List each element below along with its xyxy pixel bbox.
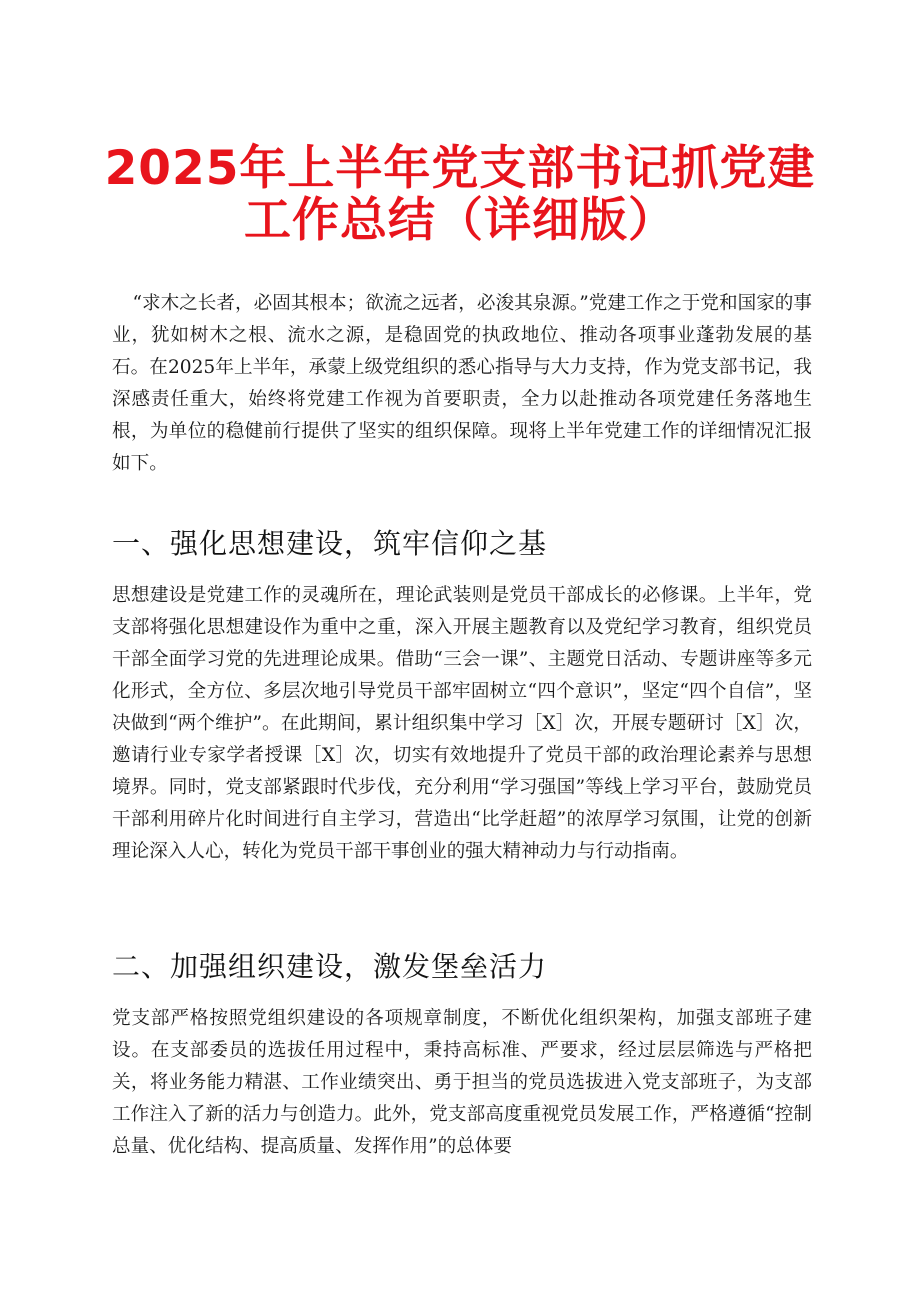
section-2-paragraph: 党支部严格按照党组织建设的各项规章制度，不断优化组织架构，加强支部班子建设。在支部委员的选拔任用过程中，秉持高标准、严要求，经过层层筛选与严格把关，将业务能力精湛、工作业绩突出、勇于担当的党员选拔进入党支部班子，为支部工作注入了新的活力与创造力。此外，党支部高度重视党员发展工作，严格遵循“控制总量、优化结构、提高质量、发挥作用”的总体要 <box>112 1008 812 1157</box>
section-1-heading: 一、强化思想建设，筑牢信仰之基 <box>112 527 548 560</box>
document-title-line-1: 2025年上半年党支部书记抓党建 <box>104 141 816 196</box>
section-1-paragraph: 思想建设是党建工作的灵魂所在，理论武装则是党员干部成长的必修课。上半年，党支部将强化思想建设作为重中之重，深入开展主题教育以及党纪学习教育，组织党员干部全面学习党的先进理论成果。借助“三会一课”、主题党日活动、专题讲座等多元化形式，全方位、多层次地引导党员干部牢固树立“四个意识”，坚定“四个自信”，坚决做到“两个维护”。在此期间，累计组织集中学习［X］次，开展专题研讨［X］次，邀请行业专家学者授课［X］次，切实有效地提升了党员干部的政治理论素养与思想境界。同时，党支部紧跟时代步伐，充分利用“学习强国”等线上学习平台，鼓励党员干部利用碎片化时间进行自主学习，营造出“比学赶超”的浓厚学习氛围，让党的创新理论深入人心，转化为党员干部干事创业的强大精神动力与行动指南。 <box>112 585 812 862</box>
intro-paragraph: “求木之长者，必固其根本；欲流之远者，必浚其泉源。”党建工作之于党和国家的事业，犹如树木之根、流水之源，是稳固党的执政地位、推动各项事业蓬勃发展的基石。在2025年上半年，承蒙上级党组织的悉心指导与大力支持，作为党支部书记，我深感责任重大，始终将党建工作视为首要职责，全力以赴推动各项党建任务落地生根，为单位的稳健前行提供了坚实的组织保障。现将上半年党建工作的详细情况汇报如下。 <box>112 293 812 474</box>
section-2-heading: 二、加强组织建设，激发堡垒活力 <box>112 950 548 983</box>
document-title-line-2: 工作总结（详细版） <box>244 193 676 248</box>
